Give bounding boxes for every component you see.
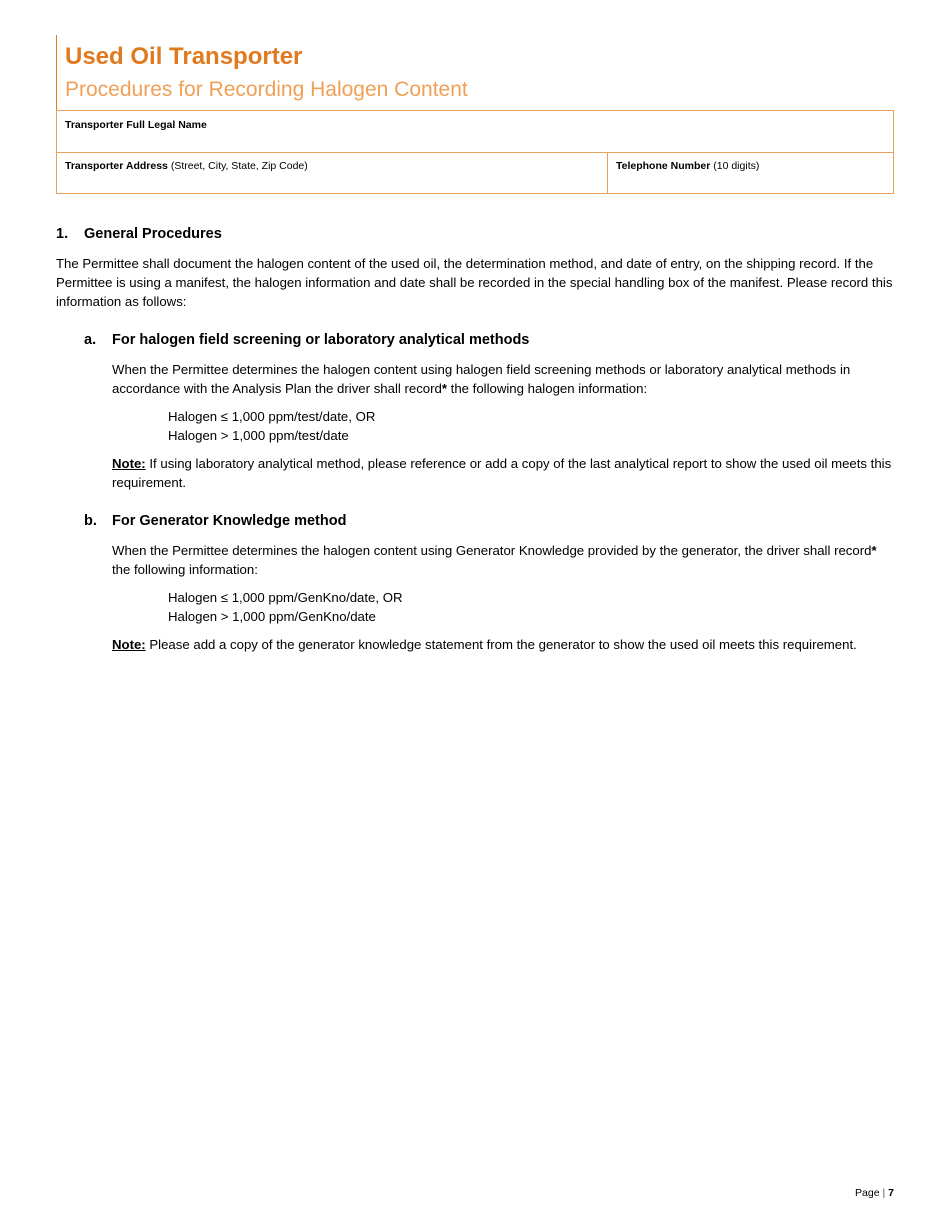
- legal-name-field[interactable]: [57, 111, 893, 153]
- subsection-a-letter: a.: [84, 332, 97, 348]
- subsection-b-heading: [84, 512, 346, 530]
- cell-divider: [607, 153, 608, 194]
- phone-field[interactable]: [616, 159, 759, 173]
- subsection-b-title: For Generator Knowledge method: [112, 513, 347, 529]
- section-heading: [56, 225, 222, 243]
- phone-label: Telephone Number: [616, 160, 711, 172]
- subsection-b-text: When the Permittee determines the halogen content using Generator Knowledge provided by the generator, the driver shall record* the following information:: [112, 543, 877, 577]
- transporter-info-form: [56, 110, 894, 194]
- subsection-b-entry: Halogen ≤ 1,000 ppm/GenKno/date, OR: [168, 590, 403, 605]
- address-phone-row: [57, 153, 893, 194]
- legal-name-label: Transporter Full Legal Name: [65, 119, 207, 131]
- subsection-a-heading: [84, 331, 529, 349]
- address-label: Transporter Address: [65, 160, 168, 172]
- page-number: 7: [888, 1187, 894, 1199]
- subsection-b-entry: Halogen > 1,000 ppm/GenKno/date: [168, 609, 376, 624]
- page-subtitle: Procedures for Recording Halogen Content: [65, 78, 468, 101]
- subsection-a-title: For halogen field screening or laboratory analytical methods: [112, 332, 530, 348]
- subsection-b-note: Note: Please add a copy of the generator knowledge statement from the generator to show the used oil meets this requirement.: [112, 637, 857, 652]
- page-separator: |: [882, 1187, 886, 1199]
- note-label: Note:: [112, 637, 146, 652]
- subsection-b-letter: b.: [84, 513, 97, 529]
- subsection-a-text: When the Permittee determines the halogen content using halogen field screening methods or laboratory analytical methods in accordance with the Analysis Plan the driver shall record* the following halogen information:: [112, 362, 851, 396]
- note-label: Note:: [112, 456, 146, 471]
- subsection-b-entries: [168, 588, 403, 626]
- subsection-a-entry: Halogen ≤ 1,000 ppm/test/date, OR: [168, 409, 376, 424]
- page-label: Page: [855, 1187, 880, 1199]
- page-title: Used Oil Transporter: [65, 43, 303, 70]
- address-hint: (Street, City, State, Zip Code): [170, 160, 308, 172]
- subsection-a-note: Note: If using laboratory analytical method, please reference or add a copy of the last analytical report to show the used oil meets this requirement.: [112, 456, 892, 490]
- header-accent-rule: [56, 35, 57, 110]
- section-intro: The Permittee shall document the halogen content of the used oil, the determination method, and date of entry, on the shipping record. If the Permittee is using a manifest, the halogen information and date shall be recorded in the special handling box of the manifest. Please record this information as follows:: [56, 256, 893, 309]
- subsection-a-entries: [168, 407, 375, 445]
- subsection-a-entry: Halogen > 1,000 ppm/test/date: [168, 428, 349, 443]
- section-title: General Procedures: [84, 226, 222, 242]
- phone-hint: (10 digits): [713, 160, 760, 172]
- section-number: 1.: [56, 226, 69, 242]
- page-footer: [855, 1186, 894, 1200]
- address-field[interactable]: [65, 159, 308, 173]
